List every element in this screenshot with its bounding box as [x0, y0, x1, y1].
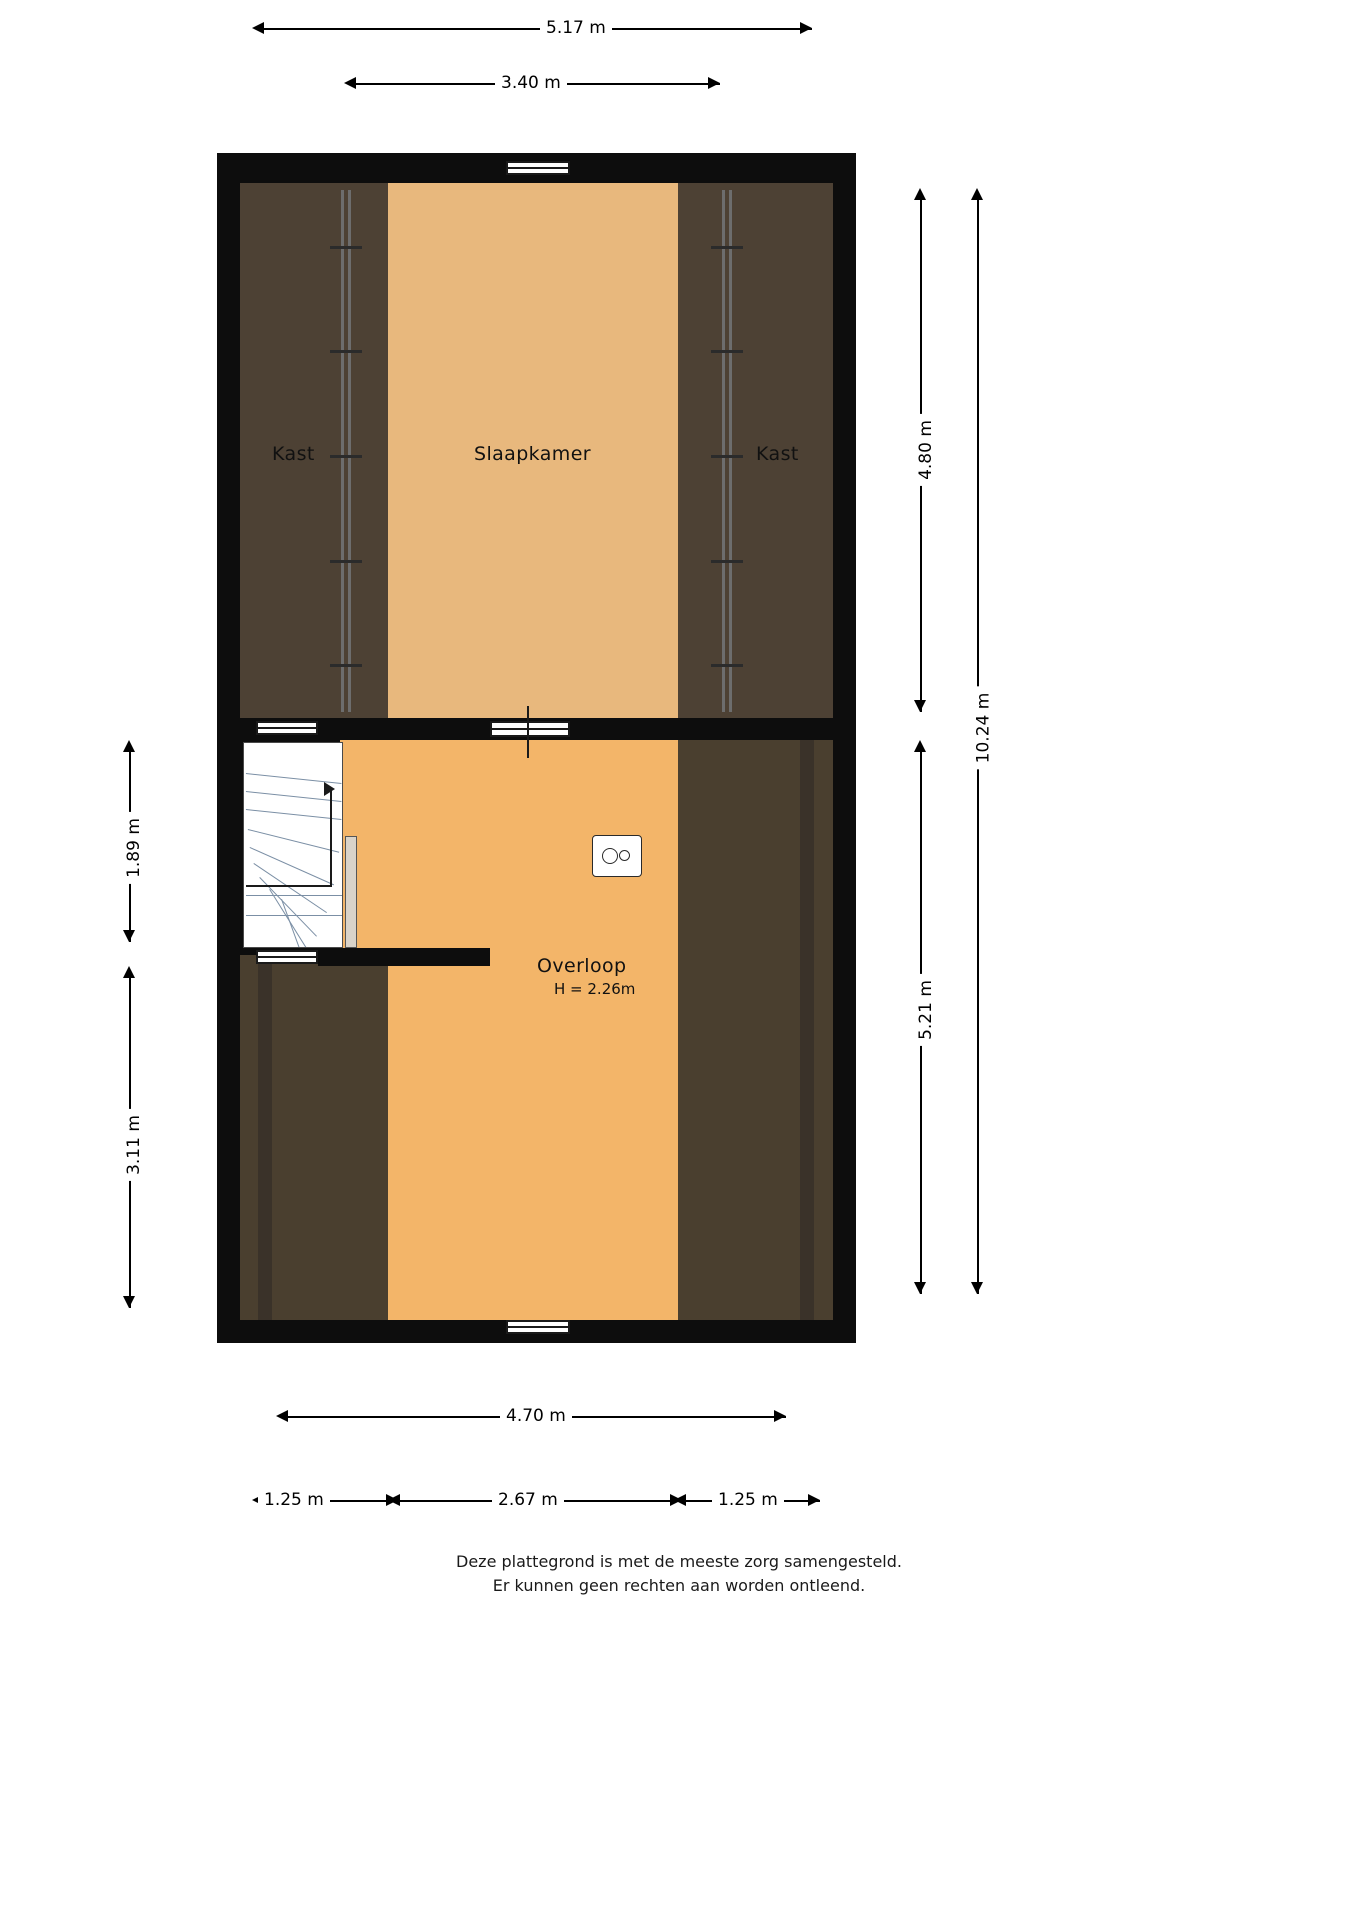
eaves-left-strip — [258, 955, 272, 1320]
dimension-right-lower-label: 5.21 m — [916, 974, 936, 1046]
staircase — [243, 742, 343, 948]
dimension-right-upper-label: 4.80 m — [916, 414, 936, 486]
window-stair-top — [256, 721, 318, 735]
stair-direction-arrow — [324, 782, 335, 796]
door-slaapkamer — [490, 721, 570, 737]
room-overloop — [388, 740, 678, 1320]
dimension-bottom-left-label: 1.25 m — [258, 1490, 330, 1510]
label-slaapkamer: Slaapkamer — [474, 443, 592, 465]
disclaimer-line-2: Er kunnen geen rechten aan worden ontleend. — [492, 1576, 866, 1595]
washing-machine-icon — [592, 835, 642, 877]
label-overloop-height: H = 2.26m — [554, 980, 636, 998]
dimension-bottom-right-label: 1.25 m — [712, 1490, 784, 1510]
label-kast-left: Kast — [272, 443, 315, 465]
disclaimer-line-1: Deze plattegrond is met de meeste zorg samengesteld. — [456, 1552, 902, 1571]
label-overloop: Overloop — [537, 955, 627, 977]
dimension-left-lower-label: 3.11 m — [124, 1109, 144, 1181]
window-stair-bottom — [256, 950, 318, 964]
label-kast-right: Kast — [756, 443, 799, 465]
door-swing-line — [527, 706, 529, 758]
dimension-top-inner-label: 3.40 m — [495, 73, 567, 93]
dimension-bottom-mid-label: 2.67 m — [492, 1490, 564, 1510]
window-top — [506, 161, 570, 175]
window-bottom — [506, 1320, 570, 1334]
stair-door — [345, 836, 357, 948]
eaves-right-strip — [800, 740, 814, 1320]
dimension-left-upper-label: 1.89 m — [124, 812, 144, 884]
interior-wall-stair-stub — [318, 948, 490, 966]
dimension-bottom-total-label: 4.70 m — [500, 1406, 572, 1426]
dimension-top-outer-label: 5.17 m — [540, 18, 612, 38]
dimension-right-total-label: 10.24 m — [973, 687, 993, 770]
